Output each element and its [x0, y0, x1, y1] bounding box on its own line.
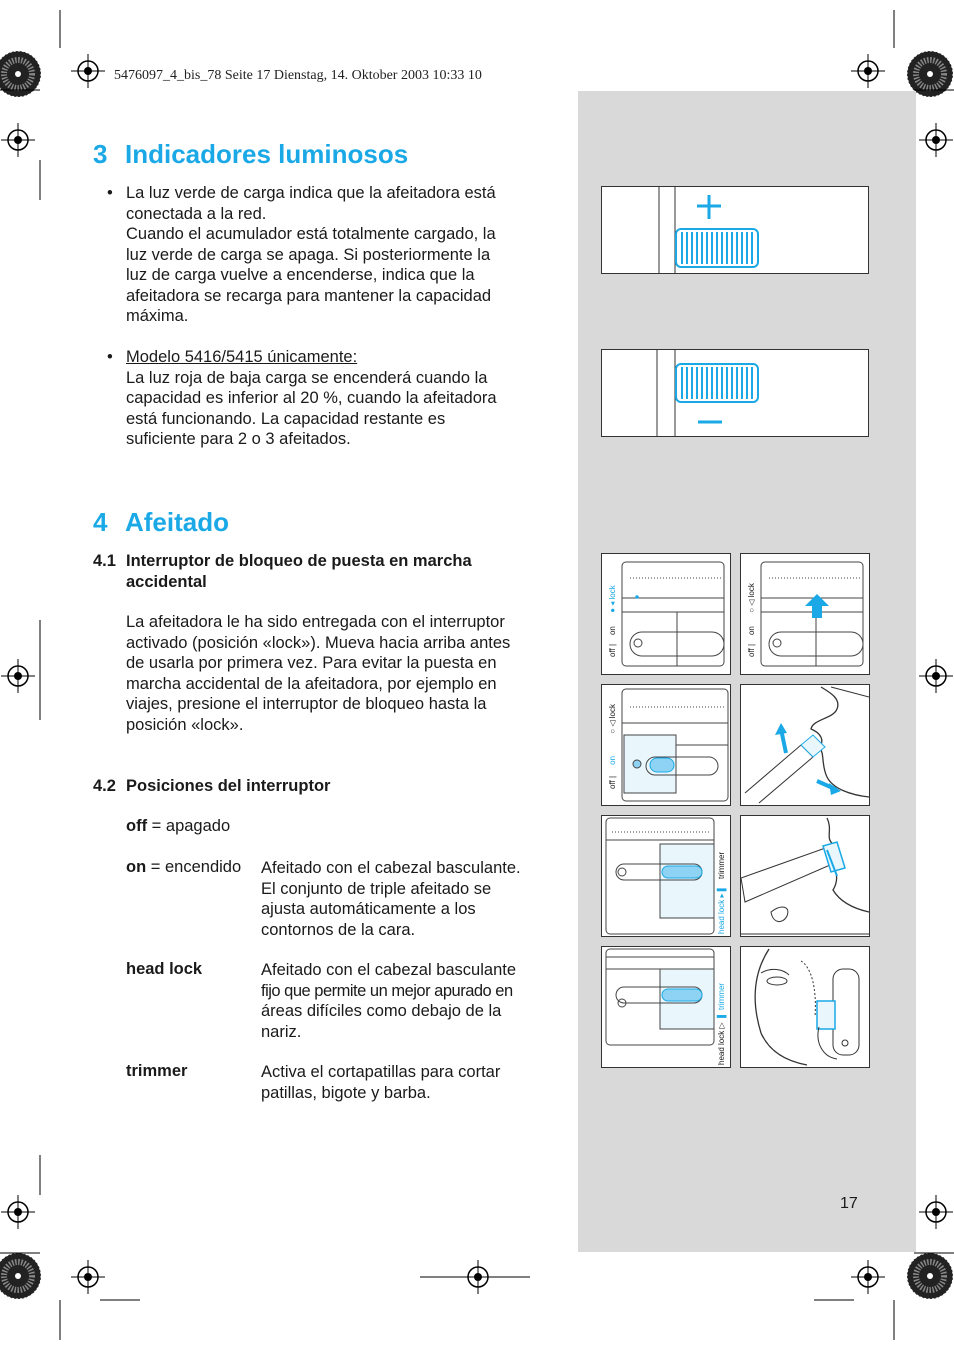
switch-labels: head lock ▷ ▌ trimmer [717, 982, 726, 1065]
label-on: on [747, 626, 756, 636]
text-line: está funcionando. La capacidad restante es [126, 409, 446, 428]
text-line: de usarla por primera vez. Para evitar la puesta en [126, 654, 497, 672]
label-off: off [608, 780, 617, 789]
text-line: Cuando el acumulador está totalmente cargado, la [126, 225, 496, 243]
subsection-4-1-heading [93, 551, 556, 593]
section-4-heading [93, 507, 229, 538]
term-on-description [261, 858, 561, 940]
label-on: on [608, 755, 617, 765]
section-3-heading [93, 139, 408, 170]
bullet-2-text [126, 347, 556, 450]
text-line: El conjunto de triple afeitado se [261, 879, 492, 898]
switch-unlock-figure [740, 553, 870, 675]
text-line: patillas, bigote y barba. [261, 1083, 431, 1102]
term-on [126, 858, 241, 877]
text-line: ajusta automáticamente a los [261, 900, 476, 918]
text-line: fijo que permite un mejor apurado en [261, 981, 513, 1000]
term-trimmer [126, 1062, 187, 1081]
bullet-1-text [126, 183, 556, 327]
shaving-chin-figure [740, 684, 870, 806]
subsection-title: Posiciones del interruptor [126, 777, 331, 795]
text-line: activado (posición «lock»). Mueva hacia arriba antes [126, 633, 511, 652]
text-line: áreas difíciles como debajo de la [261, 1002, 502, 1020]
switch-labels: off | on ● ◂ lock [608, 585, 617, 657]
print-header: 5476097_4_bis_78 Seite 17 Dienstag, 14. Oktober 2003 10:33 10 [114, 68, 482, 83]
text-line: Afeitado con el cabezal basculante. [261, 859, 521, 877]
label-lock: lock [608, 585, 617, 600]
text-line: máxima. [126, 307, 189, 325]
switch-labels: head lock ▸ ▌ trimmer [717, 851, 726, 934]
term-name: on [126, 858, 147, 876]
label-trimmer: trimmer [717, 982, 726, 1011]
switch-head-lock-figure [601, 815, 731, 937]
trimming-sideburns-figure [740, 946, 870, 1068]
text-line: capacidad es inferior al 20 %, cuando la afeitadora [126, 389, 497, 407]
label-lock: lock [747, 583, 756, 598]
text-line: Afeitado con el cabezal basculante [261, 961, 517, 979]
term-head-lock-description [261, 960, 561, 1042]
switch-trimmer-figure [601, 946, 731, 1068]
text-line: accidental [126, 573, 207, 591]
section-number: 4 [93, 507, 108, 537]
subsection-4-2-heading [93, 776, 331, 797]
section-title: Afeitado [125, 507, 229, 537]
subsection-4-1-text [126, 612, 556, 735]
text-line: suficiente para 2 o 3 afeitados. [126, 430, 351, 448]
term-name: head lock [126, 960, 203, 978]
subsection-number: 4.2 [93, 777, 116, 795]
text-line: La luz verde de carga indica que la afeitadora está [126, 184, 496, 202]
label-head-lock: head lock [717, 899, 726, 934]
text-line: conectada a la red. [126, 204, 267, 223]
text-line: marcha accidental de la afeitadora, por ejemplo en [126, 674, 497, 693]
text-line: Interruptor de bloqueo de puesta en marcha [126, 552, 472, 570]
term-desc: = apagado [151, 817, 231, 835]
battery-charging-figure [601, 186, 869, 274]
text-line: afeitadora se recarga para mantener la capacidad [126, 286, 492, 305]
switch-labels: off | on ○ ◁ lock [747, 583, 756, 657]
text-line: luz verde de carga se apaga. Si posteriormente la [126, 245, 491, 264]
text-line: Activa el cortapatillas para cortar [261, 1063, 501, 1081]
label-head-lock: head lock [717, 1030, 726, 1065]
term-name: trimmer [126, 1062, 188, 1080]
text-line: contornos de la cara. [261, 920, 416, 939]
arrow-icon [775, 723, 787, 735]
label-lock: lock [608, 704, 617, 719]
term-head-lock [126, 960, 202, 979]
text-line: La luz roja de baja carga se encenderá cuando la [126, 368, 488, 387]
term-name: off [126, 817, 148, 835]
term-desc: = encendido [150, 858, 242, 876]
term-off [126, 817, 230, 836]
switch-labels: off | on ○ ◁ lock [608, 704, 617, 789]
bullet-dot: • [107, 348, 113, 366]
subsection-number: 4.1 [93, 552, 116, 570]
switch-on-figure [601, 684, 731, 806]
text-line: posición «lock». [126, 715, 244, 734]
section-number: 3 [93, 139, 108, 169]
switch-lock-figure [601, 553, 731, 675]
label-off: off [608, 648, 617, 657]
label-off: off [747, 648, 756, 657]
battery-low-figure [601, 349, 869, 437]
term-trimmer-description [261, 1062, 561, 1103]
model-note: Modelo 5416/5415 únicamente: [126, 348, 358, 366]
label-on: on [608, 626, 617, 636]
text-line: La afeitadora le ha sido entregada con el interruptor [126, 613, 505, 631]
shaving-under-nose-figure [740, 815, 870, 937]
bullet-dot: • [107, 184, 113, 202]
section-title: Indicadores luminosos [125, 139, 409, 169]
page-number: 17 [840, 1195, 858, 1212]
text-line: nariz. [261, 1022, 302, 1041]
text-line: luz de carga vuelve a encenderse, indica que la [126, 266, 475, 284]
label-trimmer: trimmer [717, 851, 726, 879]
text-line: viajes, presione el interruptor de bloqueo hasta la [126, 695, 487, 713]
